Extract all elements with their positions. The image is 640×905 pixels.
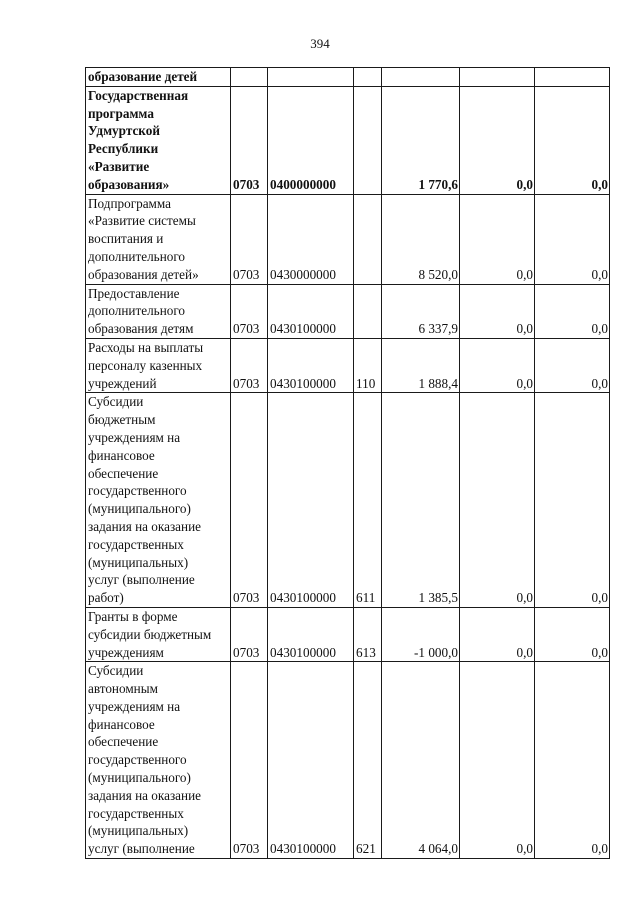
expense-type-cell [354, 338, 382, 392]
section-code-cell-text: 0703 [233, 590, 260, 606]
amount-cell [382, 284, 460, 338]
amount-second-year-cell [535, 284, 610, 338]
amount-cell-text: 1 385,5 [418, 590, 458, 606]
table-row [86, 68, 610, 87]
table-row [86, 194, 610, 284]
section-code-cell-text: 0703 [233, 321, 260, 337]
section-code-cell [231, 194, 268, 284]
amount-next-year-cell-text: 0,0 [516, 590, 533, 606]
target-article-cell [268, 662, 354, 859]
amount-cell [382, 68, 460, 87]
row-name-cell [86, 338, 231, 392]
target-article-cell [268, 68, 354, 87]
amount-next-year-cell-text: 0,0 [516, 841, 533, 857]
row-name-cell [86, 86, 231, 194]
expense-type-cell-text: 110 [356, 375, 376, 391]
section-code-cell-text: 0703 [233, 644, 260, 660]
amount-cell-text: 1 770,6 [418, 176, 458, 192]
page-number: 394 [310, 36, 330, 51]
section-code-cell [231, 662, 268, 859]
section-code-cell-text: 0703 [233, 176, 260, 192]
target-article-cell [268, 284, 354, 338]
amount-next-year-cell-text: 0,0 [516, 321, 533, 337]
target-article-cell-text: 0430100000 [270, 644, 336, 660]
amount-next-year-cell [460, 662, 535, 859]
row-name-cell-text: Субсидии бюджетным учреждениям на финансовое обеспечение государственного (муниципального) задания на оказание государственных (муниципальных) услуг (выполнение работ) [88, 394, 201, 606]
table-row [86, 662, 610, 859]
row-name-cell-text: образование детей [88, 69, 198, 84]
row-name-cell-text: Предоставление дополнительного образования детям [88, 285, 194, 337]
amount-cell [382, 607, 460, 661]
table-row [86, 338, 610, 392]
row-name-cell [86, 393, 231, 608]
section-code-cell-text: 0703 [233, 375, 260, 391]
amount-second-year-cell-text: 0,0 [591, 375, 608, 391]
amount-next-year-cell [460, 607, 535, 661]
amount-next-year-cell [460, 68, 535, 87]
table-row [86, 86, 610, 194]
row-name-cell [86, 68, 231, 87]
amount-cell [382, 662, 460, 859]
section-code-cell-text: 0703 [233, 266, 260, 282]
amount-cell-text: 8 520,0 [418, 266, 458, 282]
amount-second-year-cell [535, 607, 610, 661]
amount-cell [382, 86, 460, 194]
section-code-cell [231, 338, 268, 392]
amount-second-year-cell [535, 86, 610, 194]
amount-next-year-cell [460, 194, 535, 284]
expense-type-cell-text: 621 [356, 841, 376, 857]
target-article-cell-text: 0430100000 [270, 321, 336, 337]
amount-cell [382, 338, 460, 392]
target-article-cell-text: 0430100000 [270, 841, 336, 857]
amount-second-year-cell-text: 0,0 [591, 266, 608, 282]
amount-next-year-cell-text: 0,0 [516, 176, 533, 192]
target-article-cell-text: 0430100000 [270, 590, 336, 606]
amount-next-year-cell [460, 338, 535, 392]
expense-type-cell [354, 68, 382, 87]
row-name-cell [86, 662, 231, 859]
table-row [86, 607, 610, 661]
amount-second-year-cell-text: 0,0 [591, 590, 608, 606]
budget-table-body [86, 68, 610, 859]
section-code-cell [231, 607, 268, 661]
row-name-cell-text: Государственная программа Удмуртской Республики «Развитие образования» [88, 87, 189, 192]
expense-type-cell [354, 284, 382, 338]
amount-second-year-cell [535, 393, 610, 608]
amount-second-year-cell-text: 0,0 [591, 841, 608, 857]
amount-next-year-cell-text: 0,0 [516, 375, 533, 391]
row-name-cell-text: Гранты в форме субсидии бюджетным учреждениям [88, 608, 212, 660]
section-code-cell [231, 284, 268, 338]
row-name-cell-text: Субсидии автономным учреждениям на финансовое обеспечение государственного (муниципального) задания на оказание государственных (муниципальных) услуг (выполнение [88, 663, 201, 857]
amount-cell [382, 194, 460, 284]
section-code-cell [231, 68, 268, 87]
target-article-cell [268, 607, 354, 661]
expense-type-cell [354, 86, 382, 194]
amount-second-year-cell-text: 0,0 [591, 176, 608, 192]
expense-type-cell [354, 194, 382, 284]
amount-cell-text: 1 888,4 [418, 375, 458, 391]
amount-second-year-cell [535, 194, 610, 284]
table-row [86, 284, 610, 338]
expense-type-cell [354, 393, 382, 608]
row-name-cell [86, 194, 231, 284]
amount-cell-text: -1 000,0 [414, 644, 458, 660]
amount-second-year-cell-text: 0,0 [591, 321, 608, 337]
expense-type-cell-text: 613 [356, 644, 376, 660]
amount-next-year-cell [460, 284, 535, 338]
amount-next-year-cell-text: 0,0 [516, 644, 533, 660]
expense-type-cell [354, 662, 382, 859]
target-article-cell-text: 0430100000 [270, 375, 336, 391]
amount-second-year-cell [535, 338, 610, 392]
target-article-cell [268, 338, 354, 392]
row-name-cell-text: Подпрограмма «Развитие системы воспитания и дополнительного образования детей» [88, 195, 199, 282]
target-article-cell [268, 194, 354, 284]
amount-second-year-cell [535, 68, 610, 87]
amount-next-year-cell-text: 0,0 [516, 266, 533, 282]
row-name-cell [86, 284, 231, 338]
amount-cell-text: 6 337,9 [418, 321, 458, 337]
amount-next-year-cell [460, 393, 535, 608]
amount-cell [382, 393, 460, 608]
amount-second-year-cell [535, 662, 610, 859]
section-code-cell [231, 86, 268, 194]
row-name-cell-text: Расходы на выплаты персоналу казенных учреждений [88, 339, 204, 391]
expense-type-cell [354, 607, 382, 661]
amount-second-year-cell-text: 0,0 [591, 644, 608, 660]
budget-table [85, 67, 610, 859]
target-article-cell [268, 393, 354, 608]
amount-next-year-cell [460, 86, 535, 194]
target-article-cell-text: 0400000000 [270, 176, 336, 192]
table-row [86, 393, 610, 608]
target-article-cell [268, 86, 354, 194]
section-code-cell-text: 0703 [233, 841, 260, 857]
amount-cell-text: 4 064,0 [418, 841, 458, 857]
target-article-cell-text: 0430000000 [270, 266, 336, 282]
row-name-cell [86, 607, 231, 661]
section-code-cell [231, 393, 268, 608]
expense-type-cell-text: 611 [356, 590, 376, 606]
